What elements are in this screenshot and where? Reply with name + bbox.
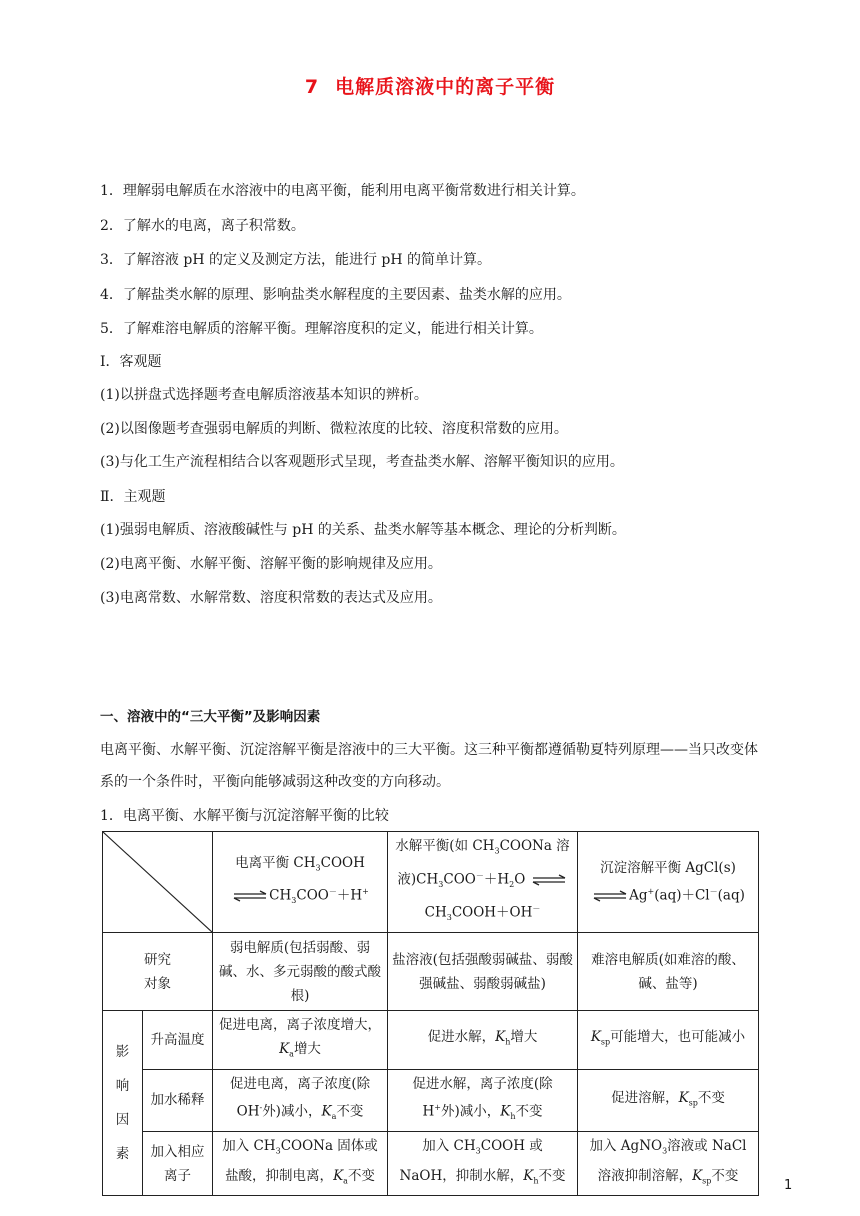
table-row-temperature — [103, 1011, 759, 1070]
objective-4: 4．了解盐类水解的原理、影响盐类水解程度的主要因素、盐类水解的应用。 — [100, 287, 571, 303]
header-hydrolysis: 水解平衡(如 $CH_3COONa$ 溶液)$CH_3COO^-+H_2O$ $CH_3COOH+OH^-$ — [388, 832, 578, 933]
equilibrium-arrow-icon — [233, 890, 267, 902]
cell-dilute-hydrolysis: 促进水解，离子浓度(除 H+外)减小，$K_h$不变 — [388, 1069, 578, 1131]
equilibrium-arrow-icon — [593, 890, 627, 902]
intro-paragraph: 电离平衡、水解平衡、沉淀溶解平衡是溶液中的三大平衡。这三种平衡都遵循勒夏特列原理——当只改变体系的一个条件时，平衡向能够减弱这种改变的方向移动。 — [100, 742, 758, 790]
objective-1: 1．理解弱电解质在水溶液中的电离平衡，能利用电离平衡常数进行相关计算。 — [100, 183, 585, 199]
page-title — [0, 72, 860, 99]
subjective-question-2: (2)电离平衡、水解平衡、溶解平衡的影响规律及应用。 — [100, 556, 442, 572]
header-ionization: 电离平衡 $CH_3COOH$ $CH_3COO^-+H^+$ — [213, 832, 388, 933]
cell-subject-hydrolysis: 盐溶液(包括强酸弱碱盐、弱酸强碱盐、弱酸弱碱盐) — [388, 933, 578, 1011]
subjective-question-1: (1)强弱电解质、溶液酸碱性与 pH 的关系、盐类水解等基本概念、理论的分析判断。 — [100, 522, 626, 538]
row-label-dilution: 加水稀释 — [143, 1069, 213, 1131]
diagonal-header-cell — [103, 832, 213, 933]
objective-3: 3．了解溶液 pH 的定义及测定方法，能进行 pH 的简单计算。 — [100, 252, 492, 268]
objective-question-1: (1)以拼盘式选择题考查电解质溶液基本知识的辨析。 — [100, 387, 428, 403]
subjective-questions-heading: Ⅱ．主观题 — [100, 489, 166, 505]
cell-ion-hydrolysis: 加入 $CH_3COOH$ 或 NaOH，抑制水解，$K_h$不变 — [388, 1131, 578, 1195]
row-label-subject: 研究 对象 — [103, 933, 213, 1011]
objective-question-2: (2)以图像题考查强弱电解质的判断、微粒浓度的比较、溶度积常数的应用。 — [100, 421, 568, 437]
cell-subject-precipitation: 难溶电解质(如难溶的酸、碱、盐等) — [578, 933, 759, 1011]
objective-2: 2．了解水的电离，离子积常数。 — [100, 218, 305, 234]
comparison-table — [102, 831, 759, 1196]
table-row-dilution — [103, 1069, 759, 1131]
table-row-common-ion — [103, 1131, 759, 1195]
page-number: 1 — [784, 1178, 793, 1193]
cell-subject-ionization: 弱电解质(包括弱酸、弱碱、水、多元弱酸的酸式酸根) — [213, 933, 388, 1011]
cell-temp-ionization: 促进电离，离子浓度增大，$K_a$增大 — [213, 1011, 388, 1070]
equilibrium-arrow-icon — [532, 874, 566, 886]
table-row-subject — [103, 933, 759, 1011]
cell-ion-ionization: 加入 $CH_3COONa$ 固体或盐酸，抑制电离，$K_a$不变 — [213, 1131, 388, 1195]
objective-question-3: (3)与化工生产流程相结合以客观题形式呈现，考查盐类水解、溶解平衡知识的应用。 — [100, 454, 624, 470]
subjective-question-3: (3)电离常数、水解常数、溶度积常数的表达式及应用。 — [100, 590, 442, 606]
section-heading: 一、溶液中的“三大平衡”及影响因素 — [100, 709, 321, 725]
cell-dilute-precipitation: 促进溶解，$K_{sp}$不变 — [578, 1069, 759, 1131]
cell-ion-precipitation: 加入 AgNO$_3$溶液或 NaCl 溶液抑制溶解，$K_{sp}$不变 — [578, 1131, 759, 1195]
row-group-factors: 影 响 因 素 — [103, 1011, 143, 1196]
row-label-common-ion: 加入相应离子 — [143, 1131, 213, 1195]
cell-temp-hydrolysis: 促进水解，$K_h$增大 — [388, 1011, 578, 1070]
cell-temp-precipitation: $K_{sp}$可能增大，也可能减小 — [578, 1011, 759, 1070]
chapter-title: 电解质溶液中的离子平衡 — [335, 76, 556, 98]
diagonal-line — [103, 832, 212, 932]
chapter-number: 7 — [304, 76, 320, 98]
objective-5: 5．了解难溶电解质的溶解平衡。理解溶度积的定义，能进行相关计算。 — [100, 321, 543, 337]
header-precipitation: 沉淀溶解平衡 AgCl(s) Ag+(aq)＋Cl－(aq) — [578, 832, 759, 933]
row-label-temperature: 升高温度 — [143, 1011, 213, 1070]
objective-questions-heading: Ⅰ．客观题 — [100, 354, 162, 370]
table-header-row — [103, 832, 759, 933]
subsection-title: 1．电离平衡、水解平衡与沉淀溶解平衡的比较 — [100, 808, 389, 824]
cell-dilute-ionization: 促进电离，离子浓度(除 OH-外)减小，$K_a$不变 — [213, 1069, 388, 1131]
